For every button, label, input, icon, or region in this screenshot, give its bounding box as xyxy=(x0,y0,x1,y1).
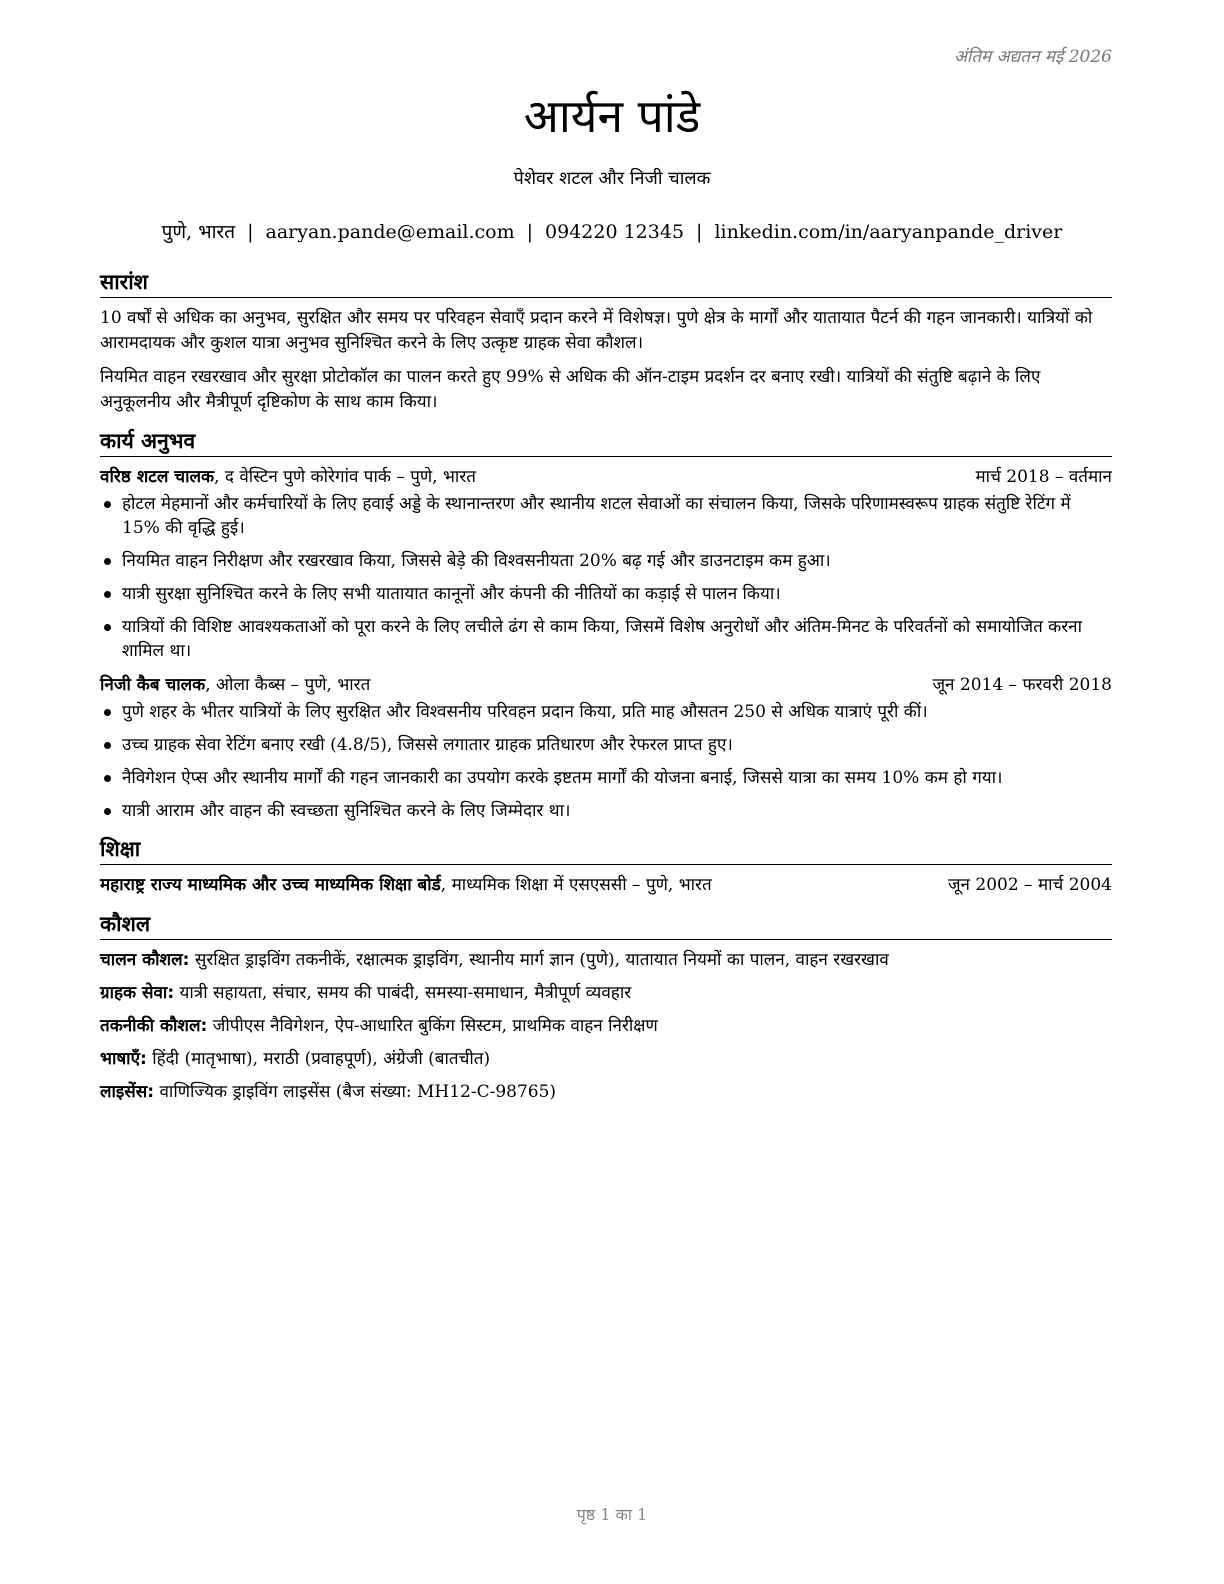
skills-heading: कौशल xyxy=(100,910,1112,940)
bullet-icon xyxy=(104,742,111,749)
last-updated-note: अंतिम अद्यतन मई 2026 xyxy=(953,47,1112,67)
skill-label: ग्राहक सेवा: xyxy=(100,983,175,1003)
summary-heading: सारांश xyxy=(100,268,1112,298)
job-bullet xyxy=(100,766,1112,790)
job-bullets xyxy=(100,492,1112,663)
job-bullet-text: यात्री आराम और वाहन की स्वच्छता सुनिश्चित करने के लिए जिम्मेदार था। xyxy=(122,801,571,821)
job-entry xyxy=(100,673,1112,823)
experience-heading: कार्य अनुभव xyxy=(100,427,1112,457)
bullet-icon xyxy=(104,775,111,782)
bullet-icon xyxy=(104,501,111,508)
job-role: वरिष्ठ शटल चालक xyxy=(100,467,215,487)
job-bullet xyxy=(100,733,1112,757)
skill-label: भाषाएँ: xyxy=(100,1049,147,1069)
skill-value: हिंदी (मातृभाषा), मराठी (प्रवाहपूर्ण), अंग्रेजी (बातचीत) xyxy=(146,1049,491,1069)
skill-value: जीपीएस नैविगेशन, ऐप-आधारित बुकिंग सिस्टम, प्राथमिक वाहन निरीक्षण xyxy=(207,1016,658,1036)
bullet-icon xyxy=(104,558,111,565)
job-dates: जून 2014 – फरवरी 2018 xyxy=(932,675,1112,695)
job-dates: मार्च 2018 – वर्तमान xyxy=(975,467,1112,487)
skill-label: तकनीकी कौशल: xyxy=(100,1016,208,1036)
education-institution-detail xyxy=(100,873,712,898)
education-dates: जून 2002 – मार्च 2004 xyxy=(947,875,1112,895)
skill-row xyxy=(100,948,1112,973)
skill-label: लाइसेंस: xyxy=(100,1082,155,1102)
candidate-title: पेशेवर शटल और निजी चालक xyxy=(513,168,711,189)
job-bullet-text: उच्च ग्राहक सेवा रेटिंग बनाए रखी (4.8/5), जिससे लगातार ग्राहक प्रतिधारण और रेफरल प्राप्त हुए। xyxy=(122,735,733,755)
bullet-icon xyxy=(104,709,111,716)
job-bullet xyxy=(100,549,1112,573)
job-org: , द वेस्टिन पुणे कोरेगांव पार्क – पुणे, भारत xyxy=(214,467,476,487)
job-role: निजी कैब चालक xyxy=(100,675,206,695)
job-bullet xyxy=(100,799,1112,823)
job-bullet xyxy=(100,615,1112,663)
job-bullet xyxy=(100,700,1112,724)
bullet-icon xyxy=(104,591,111,598)
job-bullets xyxy=(100,700,1112,823)
skill-value: सुरक्षित ड्राइविंग तकनीकें, रक्षात्मक ड्राइविंग, स्थानीय मार्ग ज्ञान (पुणे), यातायात नियमों का पालन, वाहन रखरखाव xyxy=(189,950,889,970)
job-org: , ओला कैब्स – पुणे, भारत xyxy=(205,675,371,695)
job-entry xyxy=(100,465,1112,663)
skill-row xyxy=(100,1014,1112,1039)
contact-separator: | xyxy=(247,221,254,243)
skill-row xyxy=(100,1080,1112,1105)
experience-section xyxy=(100,427,1112,823)
contact-email[interactable]: aaryan.pande@email.com xyxy=(265,221,515,243)
skills-section xyxy=(100,910,1112,1105)
job-bullet-text: नियमित वाहन निरीक्षण और रखरखाव किया, जिससे बेड़े की विश्वसनीयता 20% बढ़ गई और डाउनटाइम कम हुआ। xyxy=(122,551,831,571)
contact-line xyxy=(0,219,1224,245)
education-detail: , माध्यमिक शिक्षा में एसएससी – पुणे, भारत xyxy=(440,875,712,895)
page-number: पृष्ठ 1 का 1 xyxy=(576,1505,648,1524)
summary-paragraph: 10 वर्षों से अधिक का अनुभव, सुरक्षित और समय पर परिवहन सेवाएँ प्रदान करने में विशेषज्ञ। पुणे क्षेत्र के मार्गों और यातायात पैटर्न की गहन जानकारी। यात्रियों को आरामदायक और कुशल यात्रा अनुभव सुनिश्चित करने के लिए उत्कृष्ट ग्राहक सेवा कौशल। xyxy=(100,308,1093,353)
bullet-icon xyxy=(104,624,111,631)
skill-row xyxy=(100,1047,1112,1072)
contact-separator: | xyxy=(696,221,703,243)
job-bullet xyxy=(100,582,1112,606)
contact-location: पुणे, भारत xyxy=(161,221,236,243)
skill-label: चालन कौशल: xyxy=(100,950,190,970)
job-header xyxy=(100,465,1112,490)
job-bullet-text: यात्री सुरक्षा सुनिश्चित करने के लिए सभी यातायात कानूनों और कंपनी की नीतियों का कड़ाई से पालन किया। xyxy=(122,584,781,604)
contact-phone[interactable]: 094220 12345 xyxy=(545,221,685,243)
job-role-org xyxy=(100,465,476,490)
education-entry xyxy=(100,873,1112,898)
resume-body xyxy=(100,268,1112,1117)
education-institution: महाराष्ट्र राज्य माध्यमिक और उच्च माध्यमिक शिक्षा बोर्ड xyxy=(100,875,441,895)
education-heading: शिक्षा xyxy=(100,835,1112,865)
skill-value: यात्री सहायता, संचार, समय की पाबंदी, समस्या-समाधान, मैत्रीपूर्ण व्यवहार xyxy=(174,983,632,1003)
job-bullet xyxy=(100,492,1112,540)
candidate-name: आर्यन पांडे xyxy=(523,89,701,143)
job-header xyxy=(100,673,1112,698)
education-section xyxy=(100,835,1112,898)
bullet-icon xyxy=(104,808,111,815)
job-bullet-text: पुणे शहर के भीतर यात्रियों के लिए सुरक्षित और विश्वसनीय परिवहन प्रदान किया, प्रति माह औसतन 250 से अधिक यात्राएं पूरी कीं। xyxy=(122,702,928,722)
summary-paragraph: नियमित वाहन रखरखाव और सुरक्षा प्रोटोकॉल का पालन करते हुए 99% से अधिक की ऑन-टाइम प्रदर्शन दर बनाए रखी। यात्रियों की संतुष्टि बढ़ाने के लिए अनुकूलनीय और मैत्रीपूर्ण दृष्टिकोण के साथ काम किया। xyxy=(100,367,1041,412)
job-role-org xyxy=(100,673,370,698)
summary-section xyxy=(100,268,1112,415)
contact-separator: | xyxy=(526,221,534,243)
skill-value: वाणिज्यिक ड्राइविंग लाइसेंस (बैज संख्या: MH12-C-98765) xyxy=(154,1082,557,1102)
job-bullet-text: होटल मेहमानों और कर्मचारियों के लिए हवाई अड्डे के स्थानान्तरण और स्थानीय शटल सेवाओं का संचालन किया, जिसके परिणामस्वरूप ग्राहक संतुष्टि रेटिंग में 15% की वृद्धि हुई। xyxy=(122,494,1071,538)
job-bullet-text: यात्रियों की विशिष्ट आवश्यकताओं को पूरा करने के लिए लचीले ढंग से काम किया, जिसमें विशेष अनुरोधों और अंतिम-मिनट के परिवर्तनों को समायोजित करना शामिल था। xyxy=(122,617,1083,661)
contact-linkedin[interactable]: linkedin.com/in/aaryanpande_driver xyxy=(714,221,1063,243)
skill-row xyxy=(100,981,1112,1006)
job-bullet-text: नैविगेशन ऐप्स और स्थानीय मार्गों की गहन जानकारी का उपयोग करके इष्टतम मार्गों की योजना बनाई, जिससे यात्रा का समय 10% कम हो गया। xyxy=(122,768,1003,788)
